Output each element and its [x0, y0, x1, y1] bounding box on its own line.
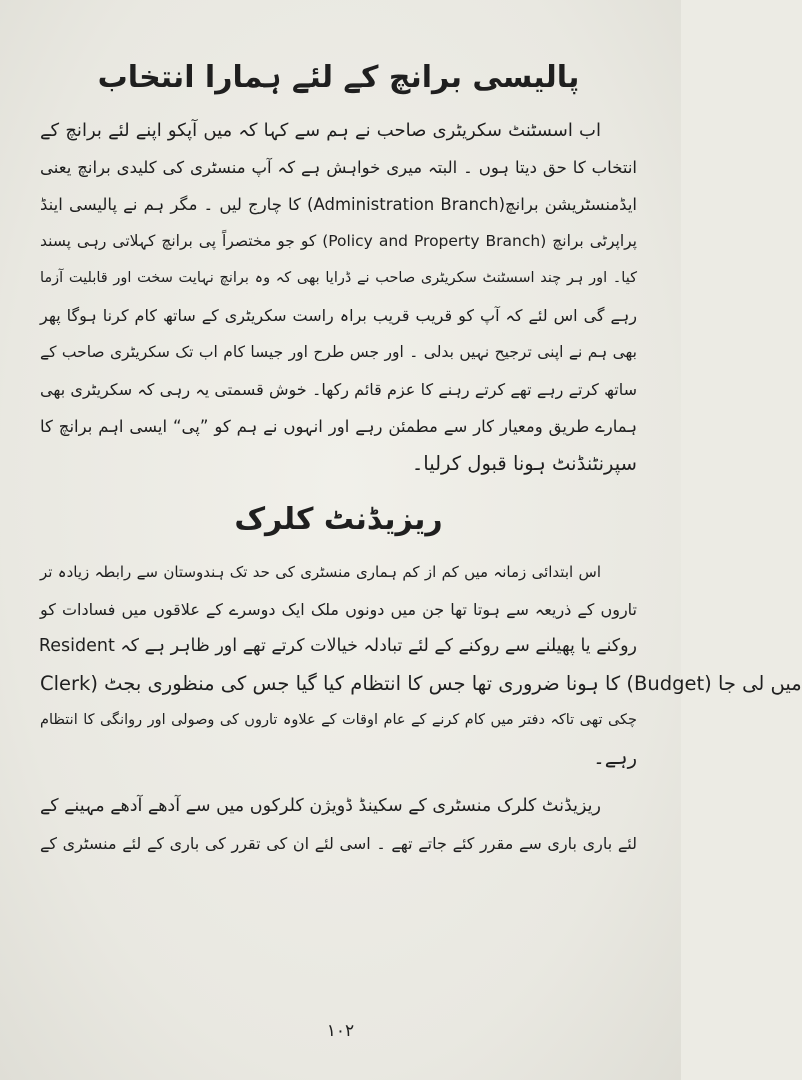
text-line: روکنے یا پھیلنے سے روکنے کے لئے تبادلہ خیالات کرتے تھے اور ظاہر ہے کہ Resident [38, 636, 637, 656]
section-heading-resident-clerk: ریزیڈنٹ کلرک [234, 502, 443, 537]
text-line: لئے باری باری سے مقرر کئے جاتے تھے ۔ اسی لئے ان کی تقرر کی باری کے لئے منسٹری کے [40, 834, 637, 853]
paragraph [40, 112, 637, 482]
section-resident-clerk [38, 500, 802, 862]
text-line: اس ابتدائی زمانہ میں کم از کم ہماری منسٹری کی حد تک ہندوستان سے رابطہ زیادہ تر [40, 563, 601, 581]
text-line: Clerk) کا ہونا ضروری تھا جس کا انتظام کیا گیا جس کی منظوری بجٹ (Budget) میں لی جا [40, 672, 802, 695]
text-line: چکی تھی تاکہ دفتر میں کام کرنے کے عام اوقات کے علاوہ تاروں کی وصولی اور روانگی کا انتظام [40, 712, 637, 728]
paragraph [38, 554, 802, 776]
text-line: سپرنٹنڈنٹ ہونا قبول کرلیا۔ [411, 452, 637, 475]
text-line: رہے۔ [593, 746, 637, 769]
text-line: رہے گی اس لئے کہ آپ کو قریب قریب براہ راست سکریٹری کے ساتھ کام کرنا ہوگا پھر [40, 306, 637, 325]
text-line: انتخاب کا حق دیتا ہوں ۔ البتہ میری خواہش ہے کہ آپ منسٹری کی کلیدی برانچ یعنی [40, 158, 637, 177]
text-line: تاروں کے ذریعہ سے ہوتا تھا جن میں دونوں ملک ایک دوسرے کے علاقوں میں فسادات کو [40, 600, 637, 619]
section-policy-branch [40, 58, 637, 482]
text-line: ہمارے طریق ومعیار کار سے مطمئن رہے اور انہوں نے ہم کو ”پی“ ایسی اہم برانچ کا [40, 417, 637, 436]
paragraph [40, 788, 637, 862]
text-line: ایڈمنسٹریشن برانچ(Administration Branch) کا چارج لیں ۔ مگر ہم نے پالیسی اینڈ [40, 195, 638, 214]
text-line: کیا۔ اور ہر چند اسسٹنٹ سکریٹری صاحب نے ڈرایا بھی کہ وہ برانچ نہایت سخت اور قابلیت آزما [40, 270, 637, 286]
text-line: پراپرٹی برانچ (Policy and Property Branch) کو جو مختصراً پی برانچ کہلاتی رہی پسند [40, 232, 637, 250]
section-heading-policy-branch: پالیسی برانچ کے لئے ہمارا انتخاب [97, 60, 580, 95]
text-line: ساتھ کرتے رہے تھے کرتے رہنے کا عزم قائم رکھا۔ خوش قسمتی یہ رہی کہ سکریٹری بھی [40, 380, 637, 399]
text-line: ریزیڈنٹ کلرک منسٹری کے سکینڈ ڈویژن کلرکوں میں سے آدھے آدھے مہینے کے [40, 796, 601, 816]
text-line: اب اسسٹنٹ سکریٹری صاحب نے ہم سے کہا کہ میں آپکو اپنے لئے برانچ کے [40, 120, 601, 141]
text-line: بھی ہم نے اپنی ترجیح نہیں بدلی ۔ اور جس طرح اور جیسا کام اب تک سکریٹری صاحب کے [40, 343, 637, 361]
page-number: ۱۰۲ [326, 1021, 355, 1041]
